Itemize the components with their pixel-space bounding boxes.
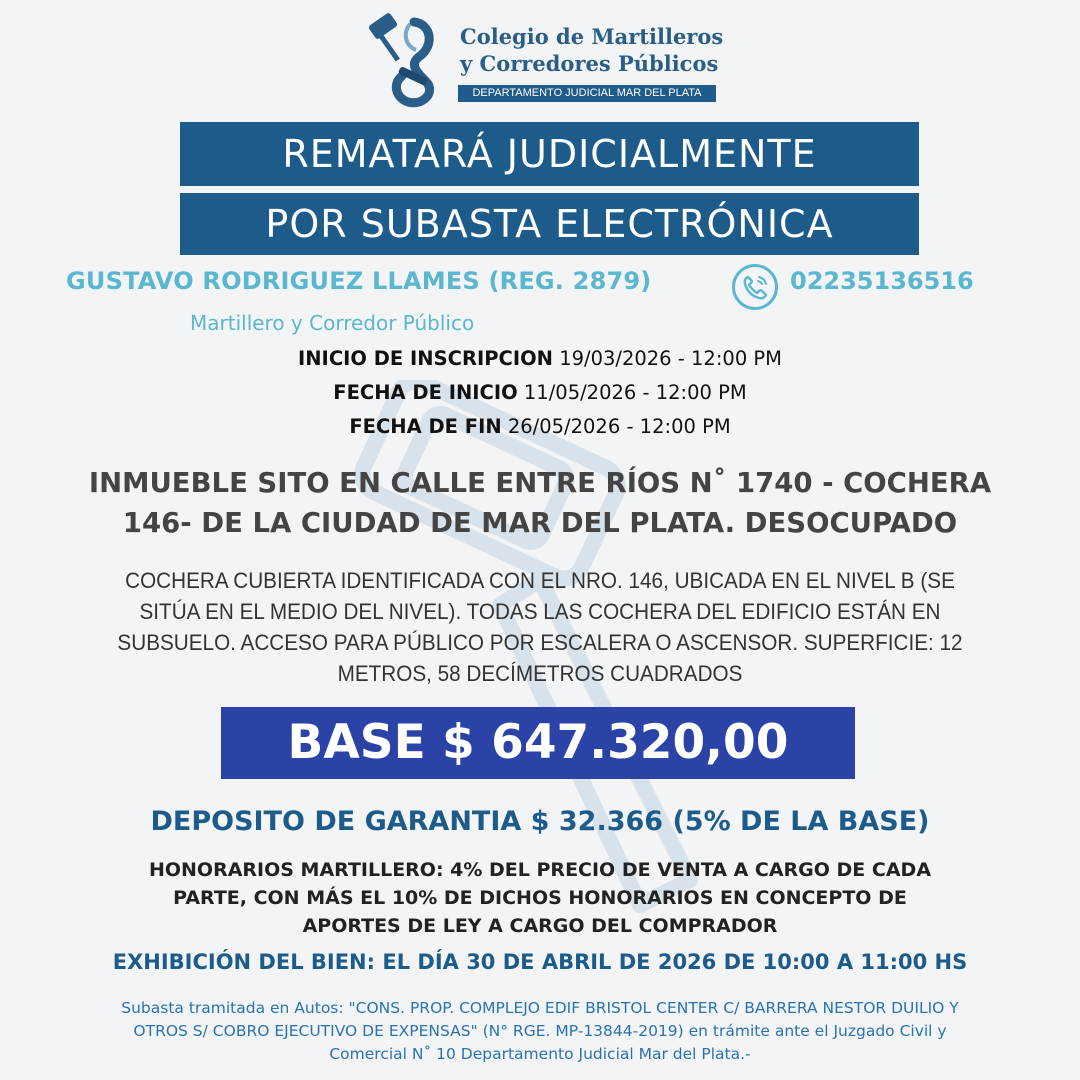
auctioneer-fees	[110, 856, 970, 940]
date-label: INICIO DE INSCRIPCION	[297, 347, 553, 370]
guarantee-deposit: DEPOSITO DE GARANTIA $ 32.366 (5% DE LA BASE)	[150, 806, 930, 837]
date-label: FECHA DE INICIO	[333, 381, 518, 404]
fees-line: APORTES DE LEY A CARGO DEL COMPRADOR	[302, 915, 778, 937]
description-line: COCHERA CUBIERTA IDENTIFICADA CON EL NRO. 146, UBICADA EN EL NIVEL B (SE	[125, 568, 955, 593]
date-value: 26/05/2026 - 12:00 PM	[501, 415, 731, 438]
auctioneer-phone: 02235136516	[790, 267, 974, 295]
property-title	[40, 463, 1040, 543]
footer-line: Subasta tramitada en Autos: "CONS. PROP. COMPLEJO EDIF BRISTOL CENTER C/ BARRERA NESTOR DUILIO Y	[121, 999, 959, 1017]
date-value: 11/05/2026 - 12:00 PM	[517, 381, 747, 404]
logo-title-line1: Colegio de Martilleros	[460, 24, 724, 49]
fees-line: PARTE, CON MÁS EL 10% DE DICHOS HONORARIOS EN CONCEPTO DE	[173, 887, 907, 909]
base-price: BASE $ 647.320,00	[221, 707, 855, 779]
auctioneer-name: GUSTAVO RODRIGUEZ LLAMES (REG. 2879)	[66, 267, 652, 295]
phone-icon	[732, 264, 778, 310]
exhibition-date: EXHIBICIÓN DEL BIEN: EL DÍA 30 DE ABRIL DE 2026 DE 10:00 A 11:00 HS	[112, 950, 968, 974]
date-value: 19/03/2026 - 12:00 PM	[553, 347, 783, 370]
description-line: METROS, 58 DECÍMETROS CUADRADOS	[337, 661, 743, 686]
logo-department: DEPARTAMENTO JUDICIAL MAR DEL PLATA	[458, 85, 716, 102]
property-title-line: 146- DE LA CIUDAD DE MAR DEL PLATA. DESOCUPADO	[122, 507, 958, 539]
description-line: SITÚA EN EL MEDIO DEL NIVEL). TODAS LAS COCHERA DEL EDIFICIO ESTÁN EN	[139, 599, 941, 624]
auctioneer-role: Martillero y Corredor Público	[190, 311, 475, 335]
date-auction-end	[0, 415, 1080, 438]
logo-title-line2: y Corredores Públicos	[460, 51, 719, 76]
legal-footer	[20, 997, 1060, 1066]
footer-line: OTROS S/ COBRO EJECUTIVO DE EXPENSAS" (N° RGE. MP-13844-2019) en trámite ante el Juzgado Civil y	[133, 1022, 947, 1040]
footer-line: Comercial N˚ 10 Departamento Judicial Mar del Plata.-	[329, 1045, 751, 1063]
seahorse-gavel-logo-icon	[362, 10, 447, 110]
headline-banner-2: POR SUBASTA ELECTRÓNICA	[180, 193, 919, 255]
description-line: SUBSUELO. ACCESO PARA PÚBLICO POR ESCALERA O ASCENSOR. SUPERFICIE: 12	[117, 630, 963, 655]
property-title-line: INMUEBLE SITO EN CALLE ENTRE RÍOS N˚ 1740 - COCHERA	[88, 467, 992, 499]
college-logo	[362, 10, 722, 110]
fees-line: HONORARIOS MARTILLERO: 4% DEL PRECIO DE VENTA A CARGO DE CADA	[148, 859, 932, 881]
date-auction-start	[0, 381, 1080, 404]
date-label: FECHA DE FIN	[349, 415, 502, 438]
headline-banner-1: REMATARÁ JUDICIALMENTE	[180, 122, 919, 186]
property-description	[108, 565, 973, 689]
date-registration-start	[0, 347, 1080, 370]
